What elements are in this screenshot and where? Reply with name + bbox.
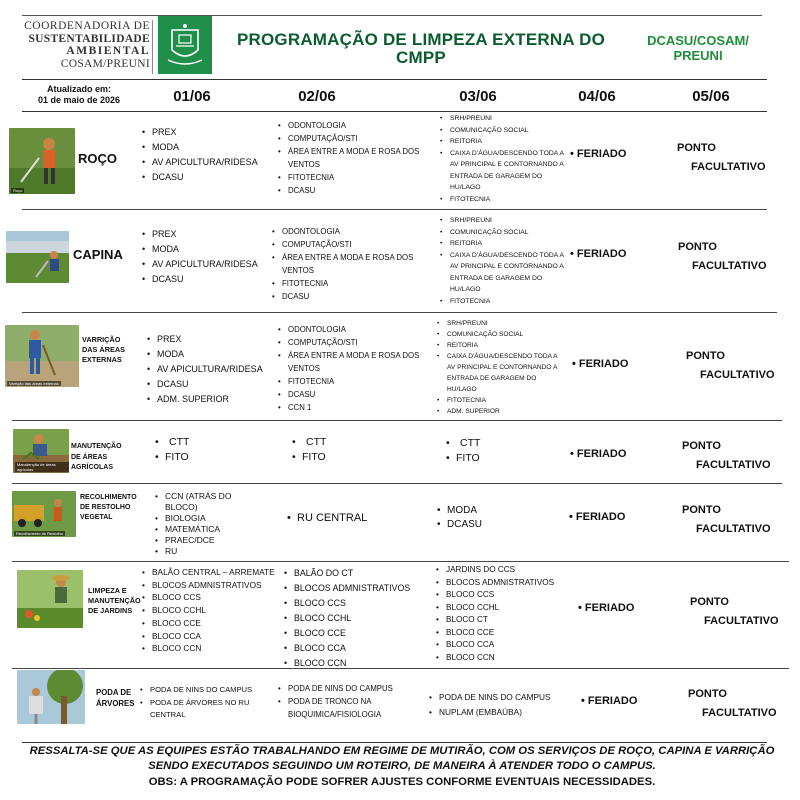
list-item: • FITOTECNIA (272, 277, 422, 290)
university-crest-icon (158, 16, 212, 74)
page-title: PROGRAMAÇÃO DE LIMPEZA EXTERNA DO CMPP (236, 30, 606, 67)
list-item: • SRH/PREUNI (440, 215, 565, 227)
list-item: • BLOCO CCS (436, 589, 566, 602)
date-header-divider (22, 111, 767, 112)
list-item: • BALÃO CENTRAL – ARREMATE (142, 566, 282, 579)
schedule-list-row1-day1 (142, 125, 267, 185)
service-photo-poda (17, 670, 85, 724)
list-item: • DCASU (278, 388, 428, 401)
list-item: • DCASU (142, 272, 267, 287)
optional-holiday-label: PONTO FACULTATIVO (686, 350, 775, 381)
list-item: • BLOCO CCE (436, 627, 566, 640)
optional-holiday-label: PONTO FACULTATIVO (688, 688, 777, 719)
list-item: • BLOCO CCHL (284, 611, 424, 626)
department-line-2: PREUNI (673, 47, 723, 63)
optional-holiday-label: PONTO FACULTATIVO (682, 440, 771, 471)
updated-value: 01 de maio de 2026 (37, 94, 121, 105)
list-item: • BALÃO DO CT (284, 566, 424, 581)
list-item: • CTT (155, 435, 255, 450)
schedule-list-row4-day2 (292, 435, 392, 465)
service-name: VARRIÇÃO DAS ÁREAS EXTERNAS (82, 335, 125, 364)
holiday-label: • FERIADO (569, 511, 626, 523)
list-item: • CTT (446, 436, 546, 451)
service-name: PODA DE ÁRVORES (96, 688, 135, 708)
list-item: • FITO (155, 450, 255, 465)
department-label (628, 34, 768, 64)
list-item: • NUPLAM (EMBAÚBA) (429, 705, 579, 720)
schedule-list-row5-day2 (287, 511, 417, 526)
schedule-list-row6-day3 (436, 564, 566, 664)
list-item: • DCASU (278, 184, 428, 197)
schedule-list-row3-day3 (437, 318, 562, 417)
list-item: • BLOCOS ADMNISTRATIVOS (436, 577, 566, 590)
list-item: • BLOCOS ADMNISTRATIVOS (142, 579, 282, 592)
holiday-label: • FERIADO (578, 602, 635, 614)
list-item: • DCASU (142, 170, 267, 185)
list-item: • BLOCO CCE (284, 626, 424, 641)
list-item: • RU CENTRAL (287, 511, 417, 526)
schedule-list-row7-day1 (140, 684, 275, 722)
holiday-label: • FERIADO (570, 448, 627, 460)
list-item: • BLOCO CCN (284, 656, 424, 671)
service-name: CAPINA (73, 247, 123, 262)
list-item: • COMUNICAÇÃO SOCIAL (440, 227, 565, 239)
schedule-list-row6-day1 (142, 566, 282, 655)
schedule-list-row1-day2 (278, 119, 428, 197)
logo-line-4: COSAM/PREUNI (60, 57, 150, 70)
list-item: • MODA (142, 140, 267, 155)
list-item: • CAIXA D'ÁGUA/DESCENDO TODA A AV PRINCIPAL E CONTORNANDO A ENTRADA DE GARAGEM DO HU/LAGO (440, 250, 565, 296)
list-item: • FITO (446, 451, 546, 466)
service-photo-roco (9, 128, 75, 194)
list-item: • MODA (437, 504, 557, 518)
list-item: • PREX (142, 227, 267, 242)
list-item: • ÁREA ENTRE A MODA E ROSA DOS VENTOS (272, 251, 422, 277)
list-item: • CAIXA D'ÁGUA/DESCENDO TODA A AV PRINCIPAL E CONTORNANDO A ENTRADA DE GARAGEM DO HU/LAGO (440, 148, 565, 194)
list-item: • ADM. SUPERIOR (147, 392, 272, 407)
list-item: • ÁREA ENTRE A MODA E ROSA DOS VENTOS (278, 349, 428, 375)
service-photo-jardins (17, 570, 83, 628)
logo-line-1: COORDENADORIA DE (24, 20, 150, 32)
list-item: • PREX (147, 332, 272, 347)
optional-holiday-label: PONTO FACULTATIVO (677, 142, 766, 173)
row-divider (12, 561, 789, 562)
list-item: • BLOCO CT (436, 614, 566, 627)
list-item: • PODA DE NINS DO CAMPUS (278, 682, 418, 695)
footer-divider (22, 742, 767, 743)
list-item: • ODONTOLOGIA (278, 323, 428, 336)
service-name: MANUTENÇÃO DE ÁREAS AGRÍCOLAS (71, 443, 122, 471)
list-item: • DCASU (437, 518, 557, 532)
list-item: • FITOTECNIA (278, 375, 428, 388)
service-photo-capina (6, 231, 69, 283)
list-item: • COMUNICAÇÃO SOCIAL (437, 329, 562, 340)
logo-separator (152, 20, 153, 74)
list-item: • REITORIA (440, 136, 565, 148)
holiday-label: • FERIADO (572, 358, 629, 370)
holiday-label: • FERIADO (581, 695, 638, 707)
list-item: • ADM. SUPERIOR (437, 406, 562, 417)
list-item: • COMPUTAÇÃO/STI (278, 336, 428, 349)
list-item: • ODONTOLOGIA (278, 119, 428, 132)
schedule-list-row3-day1 (147, 332, 272, 407)
list-item: • SRH/PREUNI (440, 113, 565, 125)
list-item: • SRH/PREUNI (437, 318, 562, 329)
list-item: • CAIXA D'ÁGUA/DESCENDO TODA A AV PRINCIPAL E CONTORNANDO A ENTRADA DE GARAGEM DO HU/LAGO (437, 351, 562, 395)
list-item: • DCASU (147, 377, 272, 392)
list-item: • BLOCO CCS (142, 591, 282, 604)
list-item: • PRAEC/DCE (155, 535, 250, 546)
list-item: • PODA DE TRONCO NA BIOQUIMICA/FISIOLOGIA (278, 695, 418, 721)
list-item: • PREX (142, 125, 267, 140)
service-name: LIMPEZA E MANUTENÇÃO DE JARDINS (88, 586, 141, 615)
schedule-list-row4-day1 (155, 435, 255, 465)
list-item: • BLOCO CCHL (142, 604, 282, 617)
updated-label: Atualizado em: (46, 84, 111, 94)
header-bottom-divider (22, 79, 767, 80)
list-item: • AV APICULTURA/RIDESA (142, 257, 267, 272)
schedule-list-row4-day3 (446, 436, 546, 466)
schedule-list-row5-day1 (155, 491, 250, 557)
row-divider (22, 312, 777, 313)
row-divider (12, 668, 789, 669)
row-divider (22, 209, 767, 210)
list-item: • MATEMÁTICA (155, 524, 250, 535)
list-item: • BIOLOGIA (155, 513, 250, 524)
list-item: • CTT (292, 435, 392, 450)
list-item: • BLOCO CCA (284, 641, 424, 656)
coordination-logo-text (22, 20, 150, 71)
list-item: • MODA (147, 347, 272, 362)
holiday-label: • FERIADO (570, 148, 627, 160)
header-top-divider (22, 15, 762, 16)
schedule-list-row2-day3 (440, 215, 565, 307)
list-item: • REITORIA (440, 238, 565, 250)
day-header-4: 04/06 (578, 88, 616, 105)
photo-caption: Manutenção de áreas agrícolas (15, 462, 69, 472)
holiday-label: • FERIADO (570, 248, 627, 260)
list-item: • COMUNICAÇÃO SOCIAL (440, 125, 565, 137)
schedule-list-row2-day1 (142, 227, 267, 287)
list-item: • FITO (292, 450, 392, 465)
schedule-list-row2-day2 (272, 225, 422, 303)
list-item: • ODONTOLOGIA (272, 225, 422, 238)
footer-observation: OBS: A PROGRAMAÇÃO PODE SOFRER AJUSTES CONFORME EVENTUAIS NECESSIDADES. (148, 776, 656, 788)
logo-line-2: SUSTENTABILIDADE (28, 32, 150, 45)
list-item: • PODA DE NINS DO CAMPUS (140, 684, 275, 697)
service-name: RECOLHIMENTO DE RESTOLHO VEGETAL (80, 494, 137, 521)
service-photo-varricao (5, 325, 79, 387)
photo-caption: Recolhimento de Restolho (16, 531, 63, 536)
list-item: • BLOCO CCA (142, 630, 282, 643)
list-item: • BLOCO CCE (142, 617, 282, 630)
updated-date (26, 84, 132, 106)
list-item: • DCASU (272, 290, 422, 303)
photo-caption: Varrição das áreas externas (9, 381, 59, 386)
photo-caption: Roço (13, 188, 23, 193)
day-header-5: 05/06 (692, 88, 730, 105)
row-divider (12, 420, 782, 421)
list-item: • RU (155, 546, 250, 557)
service-name: ROÇO (78, 151, 117, 166)
list-item: • CCN 1 (278, 401, 428, 414)
footer-note: RESSALTA-SE QUE AS EQUIPES ESTÃO TRABALHANDO EM REGIME DE MUTIRÃO, COM OS SERVIÇOS DE ROÇO, CAPINA E VARRIÇÃO SENDO EXECUTADOS SEGUINDO UM ROTEIRO, DE MANEIRA À ATENDER TODO O CAMPUS. (29, 745, 775, 773)
list-item: • BLOCO CCA (436, 639, 566, 652)
list-item: • CCN (ATRÁS DO BLOCO) (155, 491, 250, 513)
schedule-list-row3-day2 (278, 323, 428, 414)
day-header-3: 03/06 (459, 88, 497, 105)
list-item: • PODA DE NINS DO CAMPUS (429, 690, 579, 705)
list-item: • COMPUTAÇÃO/STI (272, 238, 422, 251)
list-item: • AV APICULTURA/RIDESA (142, 155, 267, 170)
list-item: • FITOTECNIA (278, 171, 428, 184)
list-item: • FITOTECNIA (440, 296, 565, 308)
list-item: • MODA (142, 242, 267, 257)
list-item: • FITOTECNIA (437, 395, 562, 406)
list-item: • BLOCO CCHL (436, 602, 566, 615)
list-item: • JARDINS DO CCS (436, 564, 566, 577)
schedule-list-row1-day3 (440, 113, 565, 205)
list-item: • BLOCOS ADMNISTRATIVOS (284, 581, 424, 596)
schedule-list-row7-day3 (429, 690, 579, 720)
department-line-1: DCASU/COSAM/ (647, 33, 749, 48)
row-divider (12, 483, 782, 484)
list-item: • REITORIA (437, 340, 562, 351)
service-photo-areas-agricolas (13, 429, 69, 473)
day-header-2: 02/06 (298, 88, 336, 105)
list-item: • BLOCO CCS (284, 596, 424, 611)
list-item: • BLOCO CCN (142, 642, 282, 655)
day-header-1: 01/06 (173, 88, 211, 105)
schedule-list-row6-day2 (284, 566, 424, 671)
optional-holiday-label: PONTO FACULTATIVO (678, 241, 767, 272)
list-item: • ÁREA ENTRE A MODA E ROSA DOS VENTOS (278, 145, 428, 171)
list-item: • BLOCO CCN (436, 652, 566, 665)
logo-line-3: AMBIENTAL (66, 45, 150, 58)
optional-holiday-label: PONTO FACULTATIVO (690, 596, 779, 627)
list-item: • FITOTECNIA (440, 194, 565, 206)
optional-holiday-label: PONTO FACULTATIVO (682, 504, 771, 535)
schedule-list-row7-day2 (278, 682, 418, 721)
list-item: • COMPUTAÇÃO/STI (278, 132, 428, 145)
list-item: • PODA DE ÁRVORES NO RU CENTRAL (140, 697, 275, 722)
schedule-list-row5-day3 (437, 504, 557, 532)
list-item: • AV APICULTURA/RIDESA (147, 362, 272, 377)
service-photo-restolho (12, 491, 76, 537)
